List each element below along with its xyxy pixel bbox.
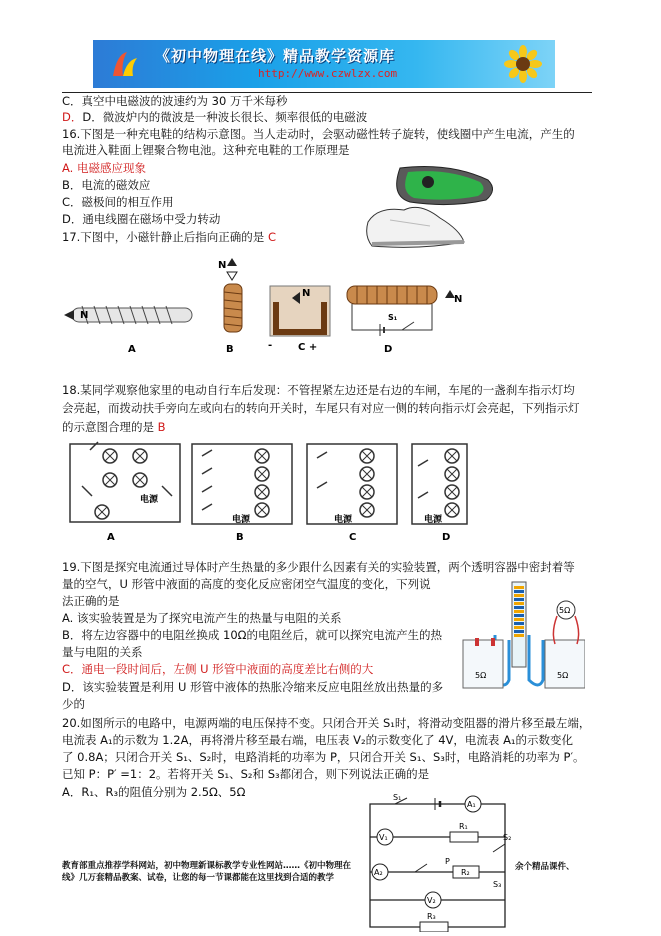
- q17-b-label: B: [226, 344, 234, 355]
- footer-text: 教育部重点推荐学科网站，初中物理新课标教学专业性网站……《初中物理在线》几万套精品教案、试卷，让您的每一节课都能在这里找到合适的教学: [62, 861, 352, 883]
- q19-option-d: D．该实验装置是利用 U 形管中液体的热胀冷缩来反应电阻丝放出热量的多: [62, 680, 444, 694]
- q20-circuit-figure: [355, 792, 515, 932]
- q20-v1-label: V₁: [379, 833, 388, 842]
- q15-option-c: C．真空中电磁波的波速约为 30 万千米每秒: [62, 94, 288, 108]
- q18-c-source: 电源: [334, 515, 353, 525]
- q18-stem-2: 会亮起，而拨动扶手旁向左或向右的转向开关时，车尾只有对应一侧的转向指示灯会亮起，下列指示灯: [62, 401, 580, 415]
- q18-c-label: C: [349, 532, 357, 543]
- sunflower-icon: [501, 44, 545, 84]
- svg-text:N: N: [302, 288, 311, 299]
- q20-r3-label: R₃: [427, 912, 436, 921]
- q17-stem-text: 17.下图中，小磁针静止后指向正确的是: [62, 230, 268, 244]
- q19-stem-3: 法正确的是: [62, 594, 120, 608]
- q18-a-label: A: [107, 532, 115, 543]
- q20-option-a: A．R₁、R₃的阻值分别为 2.5Ω、5Ω: [62, 785, 246, 799]
- q19-resistor-label-2: 5Ω: [475, 671, 487, 680]
- svg-text:N: N: [454, 294, 462, 305]
- q17-diagram-a: [64, 306, 192, 355]
- q17-figure: [62, 250, 462, 360]
- svg-text:N: N: [218, 260, 227, 271]
- q18-answer: B: [157, 420, 166, 434]
- q17-a-label: A: [128, 344, 136, 355]
- q19-option-c: C．通电一段时间后，左侧 U 形管中液面的高度差比右侧的大: [62, 662, 374, 676]
- banner-url: http://www.czwlzx.com: [258, 67, 398, 80]
- q20-stem-2: 电流表 A₁的示数为 1.2A，再将滑片移至最右端，电压表 V₂的示数变化了 4V，电流表 A₁的示数变化: [62, 733, 574, 747]
- q17-diagram-d: [347, 286, 462, 355]
- q19-stem: 19.下图是探究电流通过导体时产生热量的多少跟什么因素有关的实验装置，两个透明容器中密封着等: [62, 560, 575, 574]
- q16-option-c: C．磁极间的相互作用: [62, 195, 174, 209]
- q18-b-source: 电源: [232, 515, 251, 525]
- q20-stem-4: 已知 P：P′ =1：2。若将开关 S₁、S₂和 S₃都闭合，则下列说法正确的是: [62, 767, 430, 781]
- q18-stem: 18.某同学观察他家里的电动自行车后发现：不管捏紧左边还是右边的车闸，车尾的一盏刹车指示灯均: [62, 383, 575, 397]
- charging-shoe-figure: [360, 160, 500, 260]
- q19-apparatus-figure: [455, 580, 585, 695]
- q17-stem: [62, 230, 276, 245]
- q20-a2-label: A₂: [374, 868, 383, 877]
- q19-resistor-label-1: 5Ω: [559, 606, 571, 615]
- q18-stem-3: [62, 420, 166, 435]
- q20-stem: 20.如图所示的电路中，电源两端的电压保持不变。只闭合开关 S₁时，将滑动变阻器的滑片移至最左端，: [62, 716, 591, 730]
- q19-option-b: B．将左边容器中的电阻丝换成 10Ω的电阻丝后，就可以探究电流产生的热: [62, 628, 442, 642]
- q16-stem-2: 电流进入鞋面上锂聚合物电池。这种充电鞋的工作原理是: [62, 143, 350, 157]
- q20-s3-label: S₃: [493, 880, 502, 889]
- q20-r2-label: R₂: [461, 868, 470, 877]
- q16-option-b: B．电流的磁效应: [62, 178, 151, 192]
- q18-figure: [62, 436, 472, 546]
- q16-option-a: A. 电磁感应现象: [62, 161, 146, 175]
- q20-stem-3: 了 0.8A；只闭合开关 S₁、S₂时，电路消耗的功率为 P，只闭合开关 S₁、S₃时，电路消耗的功率为 P′。: [62, 750, 585, 764]
- q17-diagram-b: [218, 258, 242, 355]
- svg-text:S₁: S₁: [388, 313, 398, 322]
- q20-s1-label: S₁: [393, 793, 402, 802]
- q16-option-d: D．通电线圈在磁场中受力转动: [62, 212, 221, 226]
- q20-a1-label: A₁: [467, 800, 476, 809]
- q19-stem-2: 量的空气，U 形管中液面的高度的变化反应密闭空气温度的变化，下列说: [62, 577, 431, 591]
- q17-answer: C: [267, 230, 276, 244]
- q20-v2-label: V₂: [427, 896, 436, 905]
- q19-resistor-label-3: 5Ω: [557, 671, 569, 680]
- q19-option-b-2: 量与电阻的关系: [62, 645, 143, 659]
- q20-s2-label: S₂: [503, 833, 512, 842]
- q18-b-label: B: [236, 532, 244, 543]
- q18-d-source: 电源: [424, 515, 443, 525]
- q16-stem: 16.下图是一种充电鞋的结构示意图。当人走动时，会驱动磁性转子旋转，使线圈中产生电流，产生的: [62, 127, 575, 141]
- q17-c-minus: -: [268, 340, 273, 351]
- q20-r1-label: R₁: [459, 822, 468, 831]
- q18-a-source: 电源: [140, 495, 159, 505]
- q18-d-label: D: [442, 532, 451, 543]
- q15-option-d: D．D．微波炉内的微波是一种波长很长、频率很低的电磁波: [62, 110, 368, 124]
- q17-diagram-c: [268, 286, 330, 353]
- q17-c-label: C +: [298, 342, 318, 353]
- q18-stem-3-text: 的示意图合理的是: [62, 420, 158, 434]
- q19-option-a: A. 该实验装置是为了探究电流产生的热量与电阻的关系: [62, 611, 342, 625]
- q19-option-d-2: 少的: [62, 697, 85, 711]
- q17-a-n-label: N: [80, 310, 89, 321]
- header-rule: [62, 92, 592, 93]
- q20-p-label: P: [445, 857, 450, 866]
- footer-text-2: 余个精品课件、: [515, 862, 575, 872]
- q15-option-d-text: D．微波炉内的微波是一种波长很长、频率很低的电磁波: [82, 110, 368, 124]
- q17-d-label: D: [384, 344, 393, 355]
- banner-title: 《初中物理在线》精品教学资源库: [155, 47, 396, 65]
- site-logo-icon: [107, 46, 143, 82]
- header-banner: [93, 40, 555, 88]
